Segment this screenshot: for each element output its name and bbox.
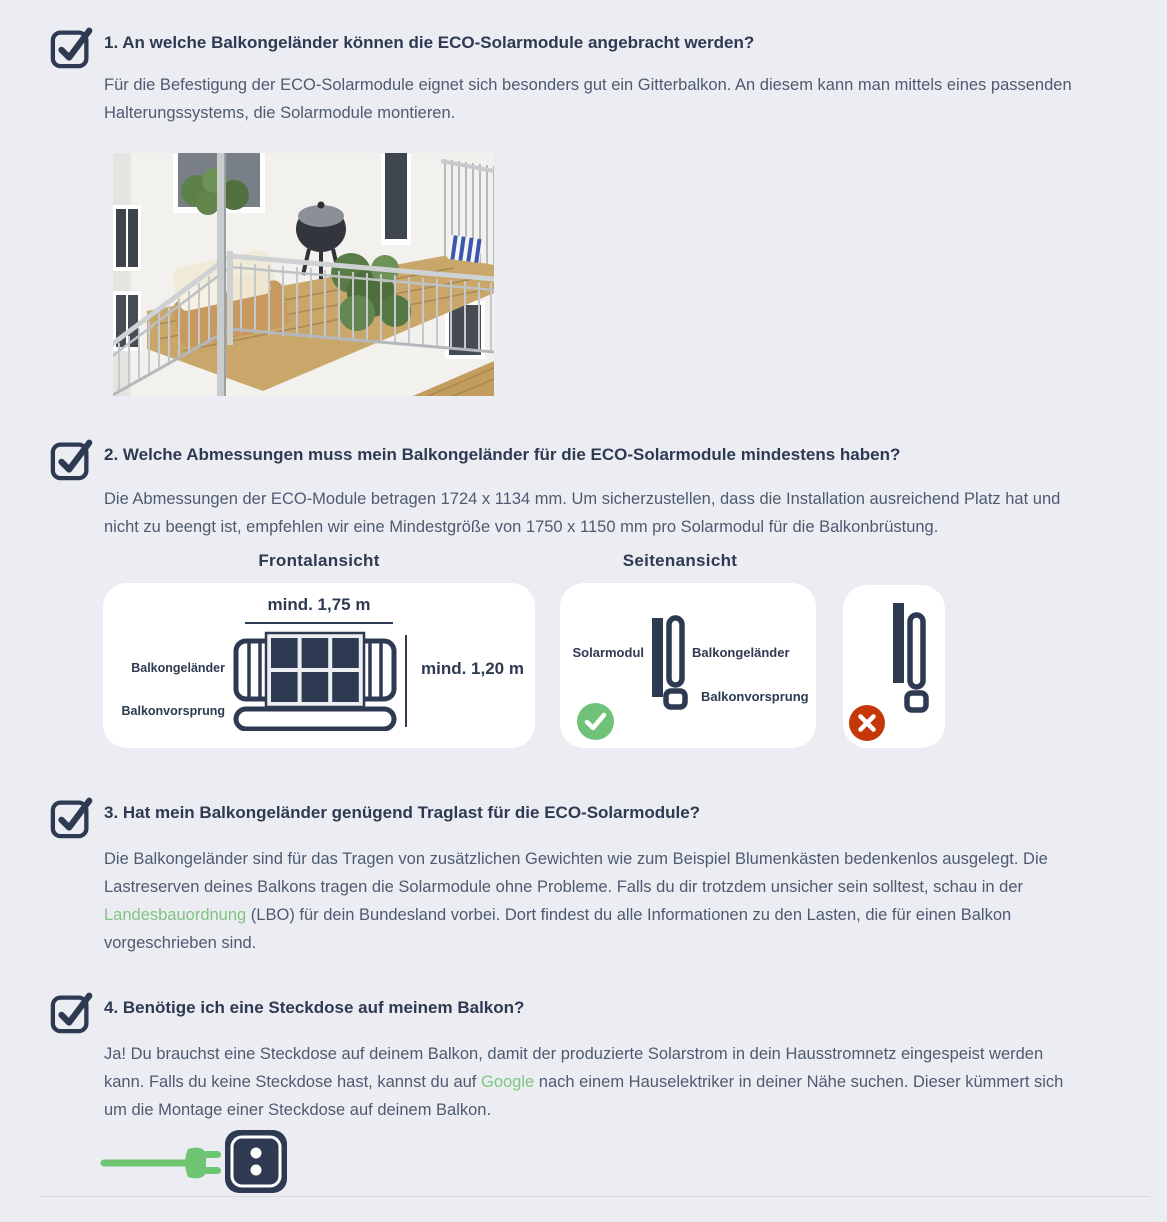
front-view-card [103,583,535,748]
question-2: 2. Welche Abmessungen muss mein Balkongeländer für die ECO-Solarmodule mindestens haben? [104,445,901,464]
side-view-correct-card [560,583,816,748]
landesbauordnung-link[interactable]: Landesbauordnung [104,906,247,924]
min-height-label: mind. 1,20 m [421,659,524,678]
height-measure-line [405,635,407,727]
question-4: 4. Benötige ich eine Steckdose auf meinem Balkon? [104,998,525,1017]
side-view-title: Seitenansicht [622,551,738,570]
balcony-photo [113,153,494,396]
answer-2: Die Abmessungen der ECO-Module betragen 1724 x 1134 mm. Um sicherzustellen, dass die Installation ausreichend Platz hat und nicht zu beengt ist, empfehlen wir eine Mindestgröße von 1750 x 1150 mm pro Solarmodul für die Balkonbrüstung. [104,490,1061,536]
answer-1: Für die Befestigung der ECO-Solarmodule eignet sich besonders gut ein Gitterbalkon. An diesem kann man mittels eines passenden Halterungssystems, die Solarmodule montieren. [104,76,1072,122]
plug-socket-icon [100,1127,290,1197]
question-1: 1. An welche Balkongeländer können die ECO-Solarmodule angebracht werden? [104,33,755,52]
answer-3-text: Die Balkongeländer sind für das Tragen von zusätzlichen Gewichten wie zum Beispiel Blumenkästen bedenkenlos ausgelegt. Die Lastreserven deines Balkons tragen die Solarmodule ohne Probleme. Falls du dir trotzdem unsicher sein solltest, schau in der [104,850,1048,896]
railing-front-graphic [233,631,397,731]
answer-4-text: Ja! Du brauchst eine Steckdose auf deinem Balkon, damit der produzierte Solarstrom in dein Hausstromnetz eingespeist werden kann. Falls du keine Steckdose hast, kannst du auf [104,1045,1044,1091]
width-measure-line [245,622,393,624]
question-3: 3. Hat mein Balkongeländer genügend Traglast für die ECO-Solarmodule? [104,803,701,822]
railing-label: Balkongeländer [131,661,225,675]
check-circle-icon [577,703,614,740]
railing-label: Balkongeländer [692,645,790,660]
answer-3-text: (LBO) für dein Bundesland vorbei. Dort findest du alle Informationen zu den Lasten, die für einen Balkon vorgeschrieben sind. [104,906,1012,952]
module-label: Solarmodul [572,645,644,660]
answer-4-text: nach einem Hauselektriker in deiner Nähe suchen. Dieser kümmert sich um die Montage einer Steckdose auf deinem Balkon. [104,1073,1064,1119]
ledge-label: Balkonvorsprung [121,704,225,718]
ledge-label: Balkonvorsprung [701,689,809,704]
railing-side-correct-graphic [648,615,698,715]
checkbox-checked-icon [50,795,94,839]
checkbox-checked-icon [50,990,94,1034]
answer-4 [104,1040,1078,1124]
min-width-label: mind. 1,75 m [267,595,371,614]
cross-circle-icon [849,705,885,741]
google-link[interactable]: Google [480,1073,535,1091]
checkbox-checked-icon [50,437,94,481]
railing-side-incorrect-graphic [889,603,939,718]
side-view-incorrect-card [843,585,945,748]
bottom-divider [40,1196,1150,1197]
checkbox-checked-icon [50,25,94,69]
front-view-title: Frontalansicht [258,551,380,570]
answer-3 [104,845,1078,957]
